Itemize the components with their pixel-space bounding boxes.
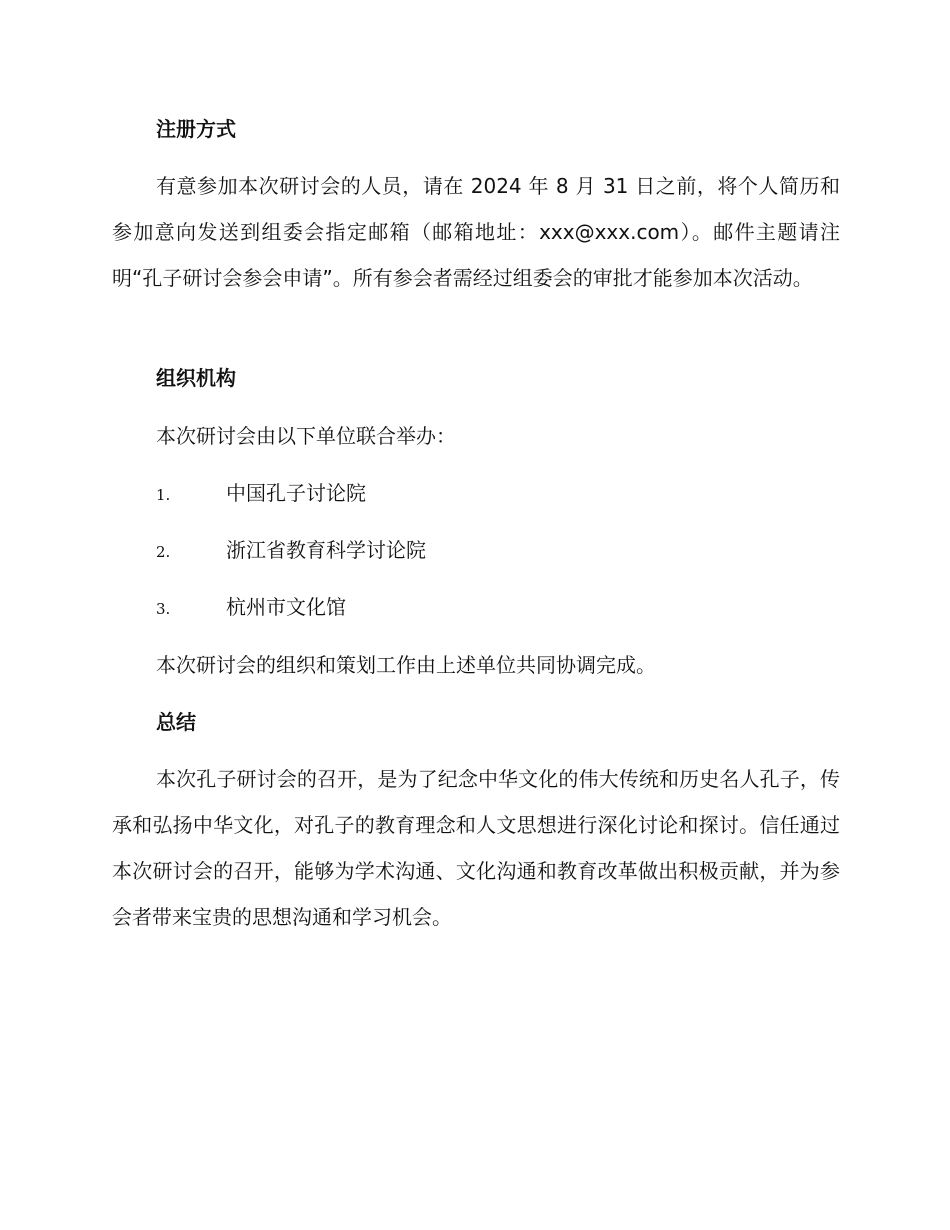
list-item-text: 浙江省教育科学讨论院	[226, 538, 426, 562]
list-number: 1.	[156, 486, 171, 504]
registration-paragraph: 有意参加本次研讨会的人员，请在 2024 年 8 月 31 日之前，将个人简历和参加意向发送到组委会指定邮箱（邮箱地址：xxx@xxx.com）。邮件主题请注明“孔子研讨会参会申请”。所有参会者需经过组委会的审批才能参加本次活动。	[112, 174, 840, 290]
list-number: 3.	[156, 600, 171, 618]
registration-heading: 注册方式	[156, 117, 236, 141]
list-item	[156, 593, 346, 621]
list-item	[156, 479, 366, 507]
organization-closing: 本次研讨会的组织和策划工作由上述单位共同协调完成。	[156, 653, 656, 677]
list-item	[156, 536, 426, 564]
list-item-text: 杭州市文化馆	[226, 595, 346, 619]
organization-heading: 组织机构	[156, 366, 236, 390]
organization-intro: 本次研讨会由以下单位联合举办：	[156, 424, 456, 448]
list-item-text: 中国孔子讨论院	[226, 481, 366, 505]
summary-heading: 总结	[156, 710, 196, 734]
list-number: 2.	[156, 543, 171, 561]
summary-paragraph: 本次孔子研讨会的召开，是为了纪念中华文化的伟大传统和历史名人孔子，传承和弘扬中华文化，对孔子的教育理念和人文思想进行深化讨论和探讨。信任通过本次研讨会的召开，能够为学术沟通、文化沟通和教育改革做出积极贡献，并为参会者带来宝贵的思想沟通和学习机会。	[112, 767, 840, 929]
